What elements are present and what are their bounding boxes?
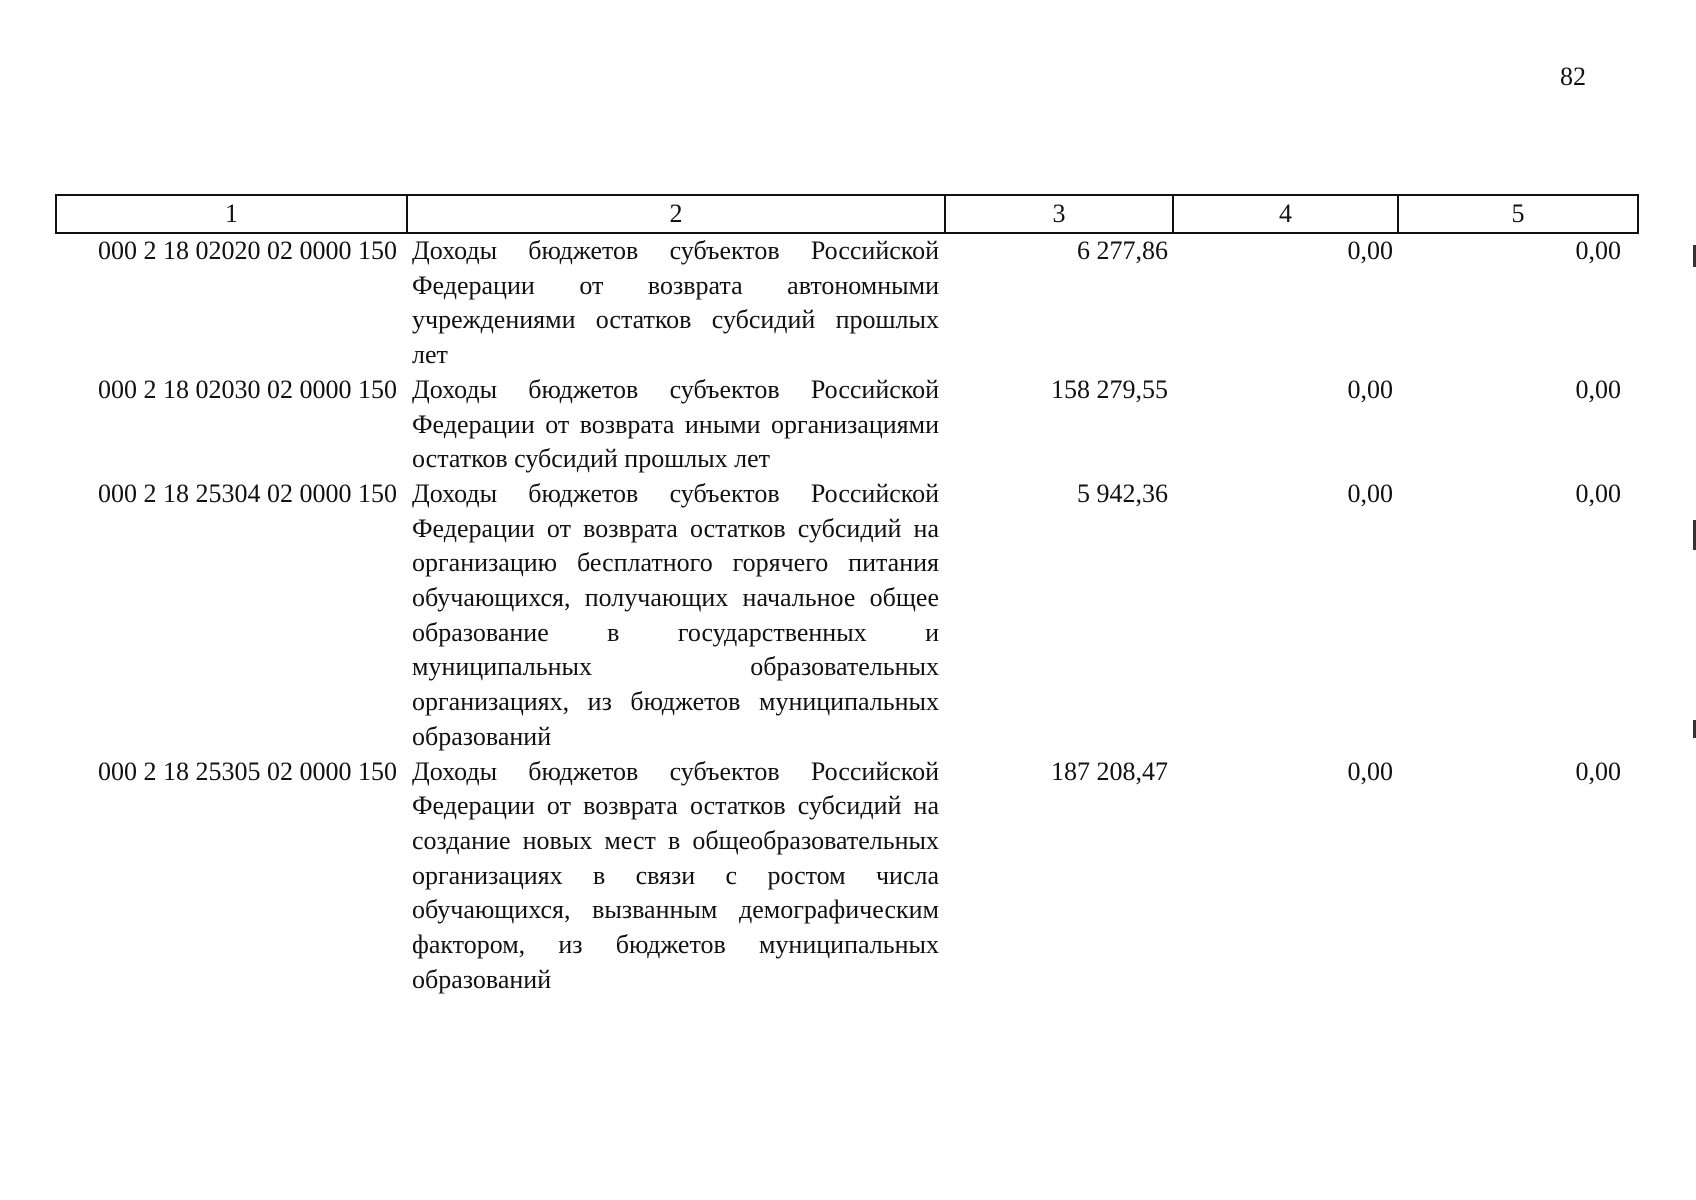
revenue-table bbox=[55, 194, 1639, 997]
table-row bbox=[56, 233, 1638, 373]
table-row bbox=[56, 755, 1638, 998]
amount-col5: 0,00 bbox=[1575, 756, 1621, 786]
table-header-row bbox=[56, 195, 1638, 233]
amount-col3: 158 279,55 bbox=[1051, 374, 1168, 404]
amount-col3: 5 942,36 bbox=[1077, 478, 1168, 508]
amount-col3: 187 208,47 bbox=[1051, 756, 1168, 786]
amount-col3: 6 277,86 bbox=[1077, 236, 1168, 265]
amount-col4: 0,00 bbox=[1347, 236, 1393, 265]
amount-col4: 0,00 bbox=[1347, 756, 1393, 786]
amount-col4: 0,00 bbox=[1347, 374, 1393, 404]
column-header-3: 3 bbox=[945, 195, 1173, 233]
revenue-description: Доходы бюджетов субъектов Российской Федерации от возврата остатков субсидий на организацию бесплатного горячего питания обучающихся, получающих начальное общее образование в государственных и муниципальных образовательных организациях, из бюджетов муниципальных образований bbox=[412, 478, 939, 751]
table-row bbox=[56, 373, 1638, 477]
budget-code: 000 2 18 02030 02 0000 150 bbox=[98, 374, 397, 404]
amount-col4: 0,00 bbox=[1347, 478, 1393, 508]
column-header-2: 2 bbox=[407, 195, 945, 233]
column-header-1: 1 bbox=[56, 195, 407, 233]
amount-col5: 0,00 bbox=[1575, 374, 1621, 404]
page-number: 82 bbox=[1560, 62, 1586, 91]
budget-code: 000 2 18 25305 02 0000 150 bbox=[98, 756, 397, 786]
revenue-description: Доходы бюджетов субъектов Российской Федерации от возврата остатков субсидий на создание новых мест в общеобразовательных организациях в связи с ростом числа обучающихся, вызванным демографическим фактором, из бюджетов муниципальных образований bbox=[412, 756, 939, 994]
budget-code: 000 2 18 02020 02 0000 150 bbox=[98, 236, 397, 265]
column-header-5: 5 bbox=[1398, 195, 1638, 233]
column-header-4: 4 bbox=[1173, 195, 1398, 233]
amount-col5: 0,00 bbox=[1575, 236, 1621, 265]
table-row bbox=[56, 477, 1638, 755]
budget-code: 000 2 18 25304 02 0000 150 bbox=[98, 478, 397, 508]
revenue-description: Доходы бюджетов субъектов Российской Федерации от возврата иными организациями остатков субсидий прошлых лет bbox=[412, 374, 939, 474]
revenue-description: Доходы бюджетов субъектов Российской Федерации от возврата автономными учреждениями остатков субсидий прошлых лет bbox=[412, 236, 939, 370]
amount-col5: 0,00 bbox=[1575, 478, 1621, 508]
